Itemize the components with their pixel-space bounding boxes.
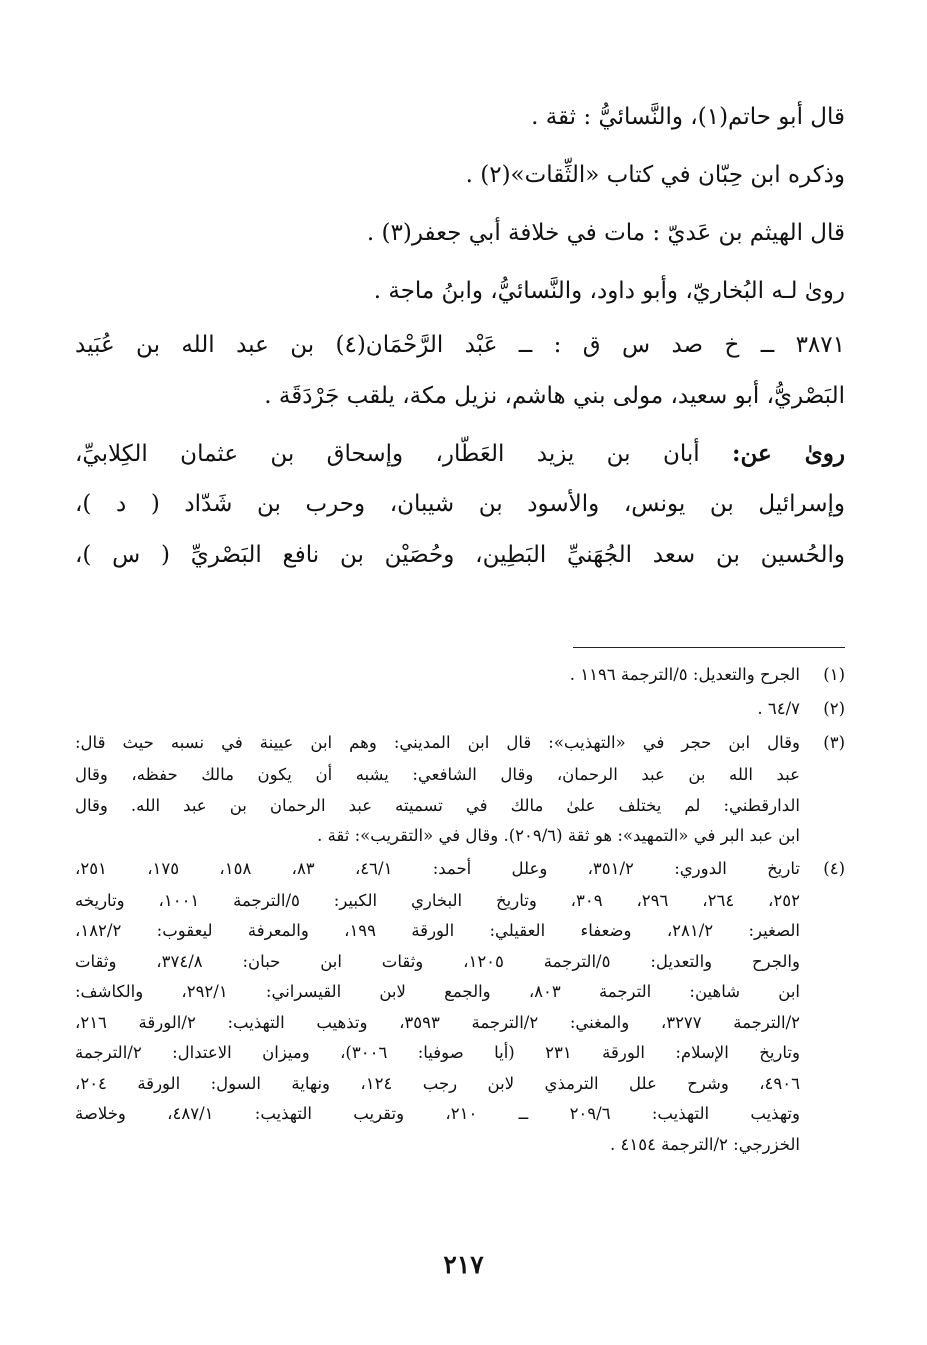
footnote-line: ابن عبد البر في «التمهيد»: هو ثقة (٢٠٩/٦). وقال في «التقريب»: ثقة .	[317, 826, 800, 845]
footnote-marker: (٣)	[823, 733, 845, 752]
footnote-line: الخزرجي: ٢/الترجمة ٤١٥٤ .	[609, 1134, 800, 1154]
footnote-4	[75, 852, 845, 1161]
footnote-line: والجرح والتعديل: ٥/الترجمة ١٢٠٥، وثقات ابن حبان: ٣٧٤/٨، وثقات	[75, 951, 800, 971]
main-line: وذكره ابن حِبّان في كتاب «الثِّقات»(٢) .	[465, 162, 845, 188]
main-text	[75, 88, 845, 581]
footnote-line: وقال ابن حجر في «التهذيب»: قال ابن المديني: وهم ابن عيينة في نسبه حيث قال:	[75, 733, 800, 752]
footnote-3	[75, 726, 845, 852]
footnote-marker: (٢)	[823, 699, 845, 718]
footnote-line: تاريخ الدوري: ٣٥١/٢، وعلل أحمد: ٤٦/١، ٨٣، ١٥٨، ١٧٥، ٢٥١،	[75, 858, 800, 878]
footnote-line: ٦٤/٧ .	[757, 699, 800, 718]
footnote-line: ٤٩٠٦، وشرح علل الترمذي لابن رجب ١٢٤، ونهاية السول: الورقة ٢٠٤،	[75, 1073, 800, 1093]
footnote-line: وتاريخ الإسلام: الورقة ٢٣١ (أيا صوفيا: ٣٠٠٦)، وميزان الاعتدال: ٢/الترجمة	[75, 1043, 800, 1062]
footnote-2	[75, 692, 845, 726]
narration-line: وإسرائيل بن يونس، والأسود بن شيبان، وحرب بن شَدّاد ( د )،	[75, 491, 845, 517]
footnote-marker: (٤)	[823, 858, 845, 878]
main-line: قال أبو حاتم(١)، والنَّسائيُّ : ثقة .	[531, 104, 845, 130]
footnote-separator	[573, 647, 845, 648]
footnote-line: ٢/الترجمة ٣٢٧٧، والمغني: ٢/الترجمة ٣٥٩٣، وتذهيب التهذيب: ٢/الورقة ٢١٦،	[75, 1012, 801, 1032]
footnote-line: ابن شاهين: الترجمة ٨٠٣، والجمع لابن القيسراني: ٢٩٢/١، والكاشف:	[75, 982, 800, 1001]
entry-heading-line: ٣٨٧١ ــ خ صد س ق : ــ عَبْد الرَّحْمَان(٤) بن عبد الله بن عُبَيد	[75, 332, 845, 358]
narration-line: والحُسين بن سعد الجُهَنيِّ البَطِين، وحُصَيْن بن نافع البَصْريِّ ( س )،	[75, 542, 845, 568]
main-line: روىٰ لـه البُخاريّ، وأبو داود، والنَّسائيُّ، وابنُ ماجة .	[373, 278, 845, 304]
narration-lead: روىٰ عن:	[732, 440, 845, 467]
footnote-line: الجرح والتعديل: ٥/الترجمة ١١٩٦ .	[569, 665, 800, 684]
entry-heading-line: البَصْريُّ، أبو سعيد، مولى بني هاشم، نزيل مكة، يلقب جَرْدَقَة .	[264, 383, 845, 409]
footnote-marker: (١)	[823, 665, 845, 684]
footnote-line: الصغير: ٢٨١/٢، وضعفاء العقيلي: الورقة ١٩٩، والمعرفة ليعقوب: ١٨٢/٢،	[75, 921, 800, 940]
narration-text: أبان بن يزيد العَطّار، وإسحاق بن عثمان الكِلابيِّ،	[75, 441, 732, 467]
footnote-1	[75, 658, 845, 692]
footnote-line: وتهذيب التهذيب: ٢٠٩/٦ ــ ٢١٠، وتقريب التهذيب: ٤٨٧/١، وخلاصة	[75, 1104, 800, 1123]
main-line: قال الهيثم بن عَديّ : مات في خلافة أبي جعفر(٣) .	[366, 220, 845, 246]
footnote-line: عبد الله بن عبد الرحمان، وقال الشافعي: يشبه أن يكون مالك حفظه، وقال	[75, 765, 800, 784]
footnote-line: ٢٥٢، ٢٦٤، ٢٩٦، ٣٠٩، وتاريخ البخاري الكبير: ٥/الترجمة ١٠٠١، وتاريخه	[75, 890, 800, 910]
footnotes	[75, 658, 845, 1160]
footnote-line: الدارقطني: لم يختلف علىٰ مالك في تسميته عبد الرحمان بن عبد الله. وقال	[75, 795, 800, 815]
page-number: ٢١٧	[443, 1250, 484, 1279]
narration-line	[75, 428, 845, 479]
